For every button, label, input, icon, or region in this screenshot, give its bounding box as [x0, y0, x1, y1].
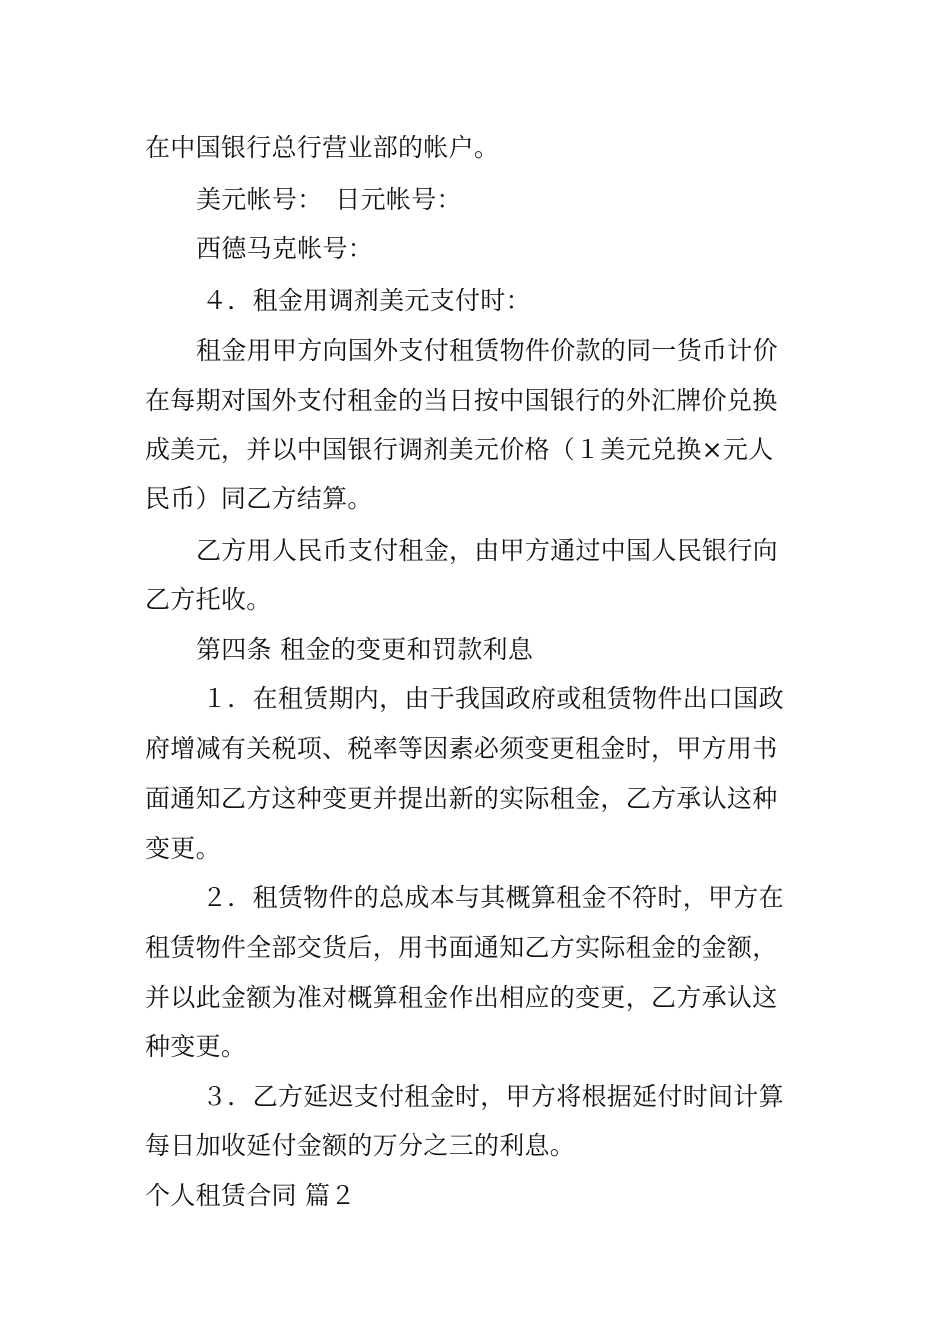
text-line: 成美元，并以中国银行调剂美元价格（１美元兑换×元人: [145, 435, 774, 464]
text-line: 在中国银行总行营业部的帐户。: [145, 133, 500, 162]
text-line: 民币）同乙方结算。: [145, 484, 373, 513]
text-line: ３．乙方延迟支付租金时，甲方将根据延付时间计算: [202, 1082, 784, 1111]
text-line: 租赁物件全部交货后，用书面通知乙方实际租金的金额，: [145, 933, 778, 962]
text-line: 每日加收延付金额的万分之三的利息。: [145, 1131, 576, 1160]
text-line: １．在租赁期内，由于我国政府或租赁物件出口国政: [202, 684, 784, 713]
text-line: ４．租金用调剂美元支付时：: [202, 286, 531, 315]
text-line: 并以此金额为准对概算租金作出相应的变更，乙方承认这: [145, 983, 778, 1012]
section-heading: 第四条 租金的变更和罚款利息: [196, 635, 534, 664]
text-line: 西德马克帐号：: [196, 234, 374, 263]
text-line: 乙方托收。: [145, 585, 272, 614]
text-line: 乙方用人民币支付租金，由甲方通过中国人民银行向: [196, 536, 778, 565]
text-line: ２．租赁物件的总成本与其概算租金不符时，甲方在: [202, 883, 784, 912]
text-line: 变更。: [145, 834, 221, 863]
text-line: 面通知乙方这种变更并提出新的实际租金，乙方承认这种: [145, 784, 778, 813]
text-line: 在每期对国外支付租金的当日按中国银行的外汇牌价兑换: [145, 386, 778, 415]
text-line: 美元帐号： 日元帐号：: [196, 185, 462, 214]
text-line: 府增减有关税项、税率等因素必须变更租金时，甲方用书: [145, 734, 778, 763]
section-heading: 个人租赁合同 篇２: [145, 1181, 356, 1210]
text-line: 租金用甲方向国外支付租赁物件价款的同一货币计价: [196, 336, 778, 365]
text-line: 种变更。: [145, 1032, 247, 1061]
